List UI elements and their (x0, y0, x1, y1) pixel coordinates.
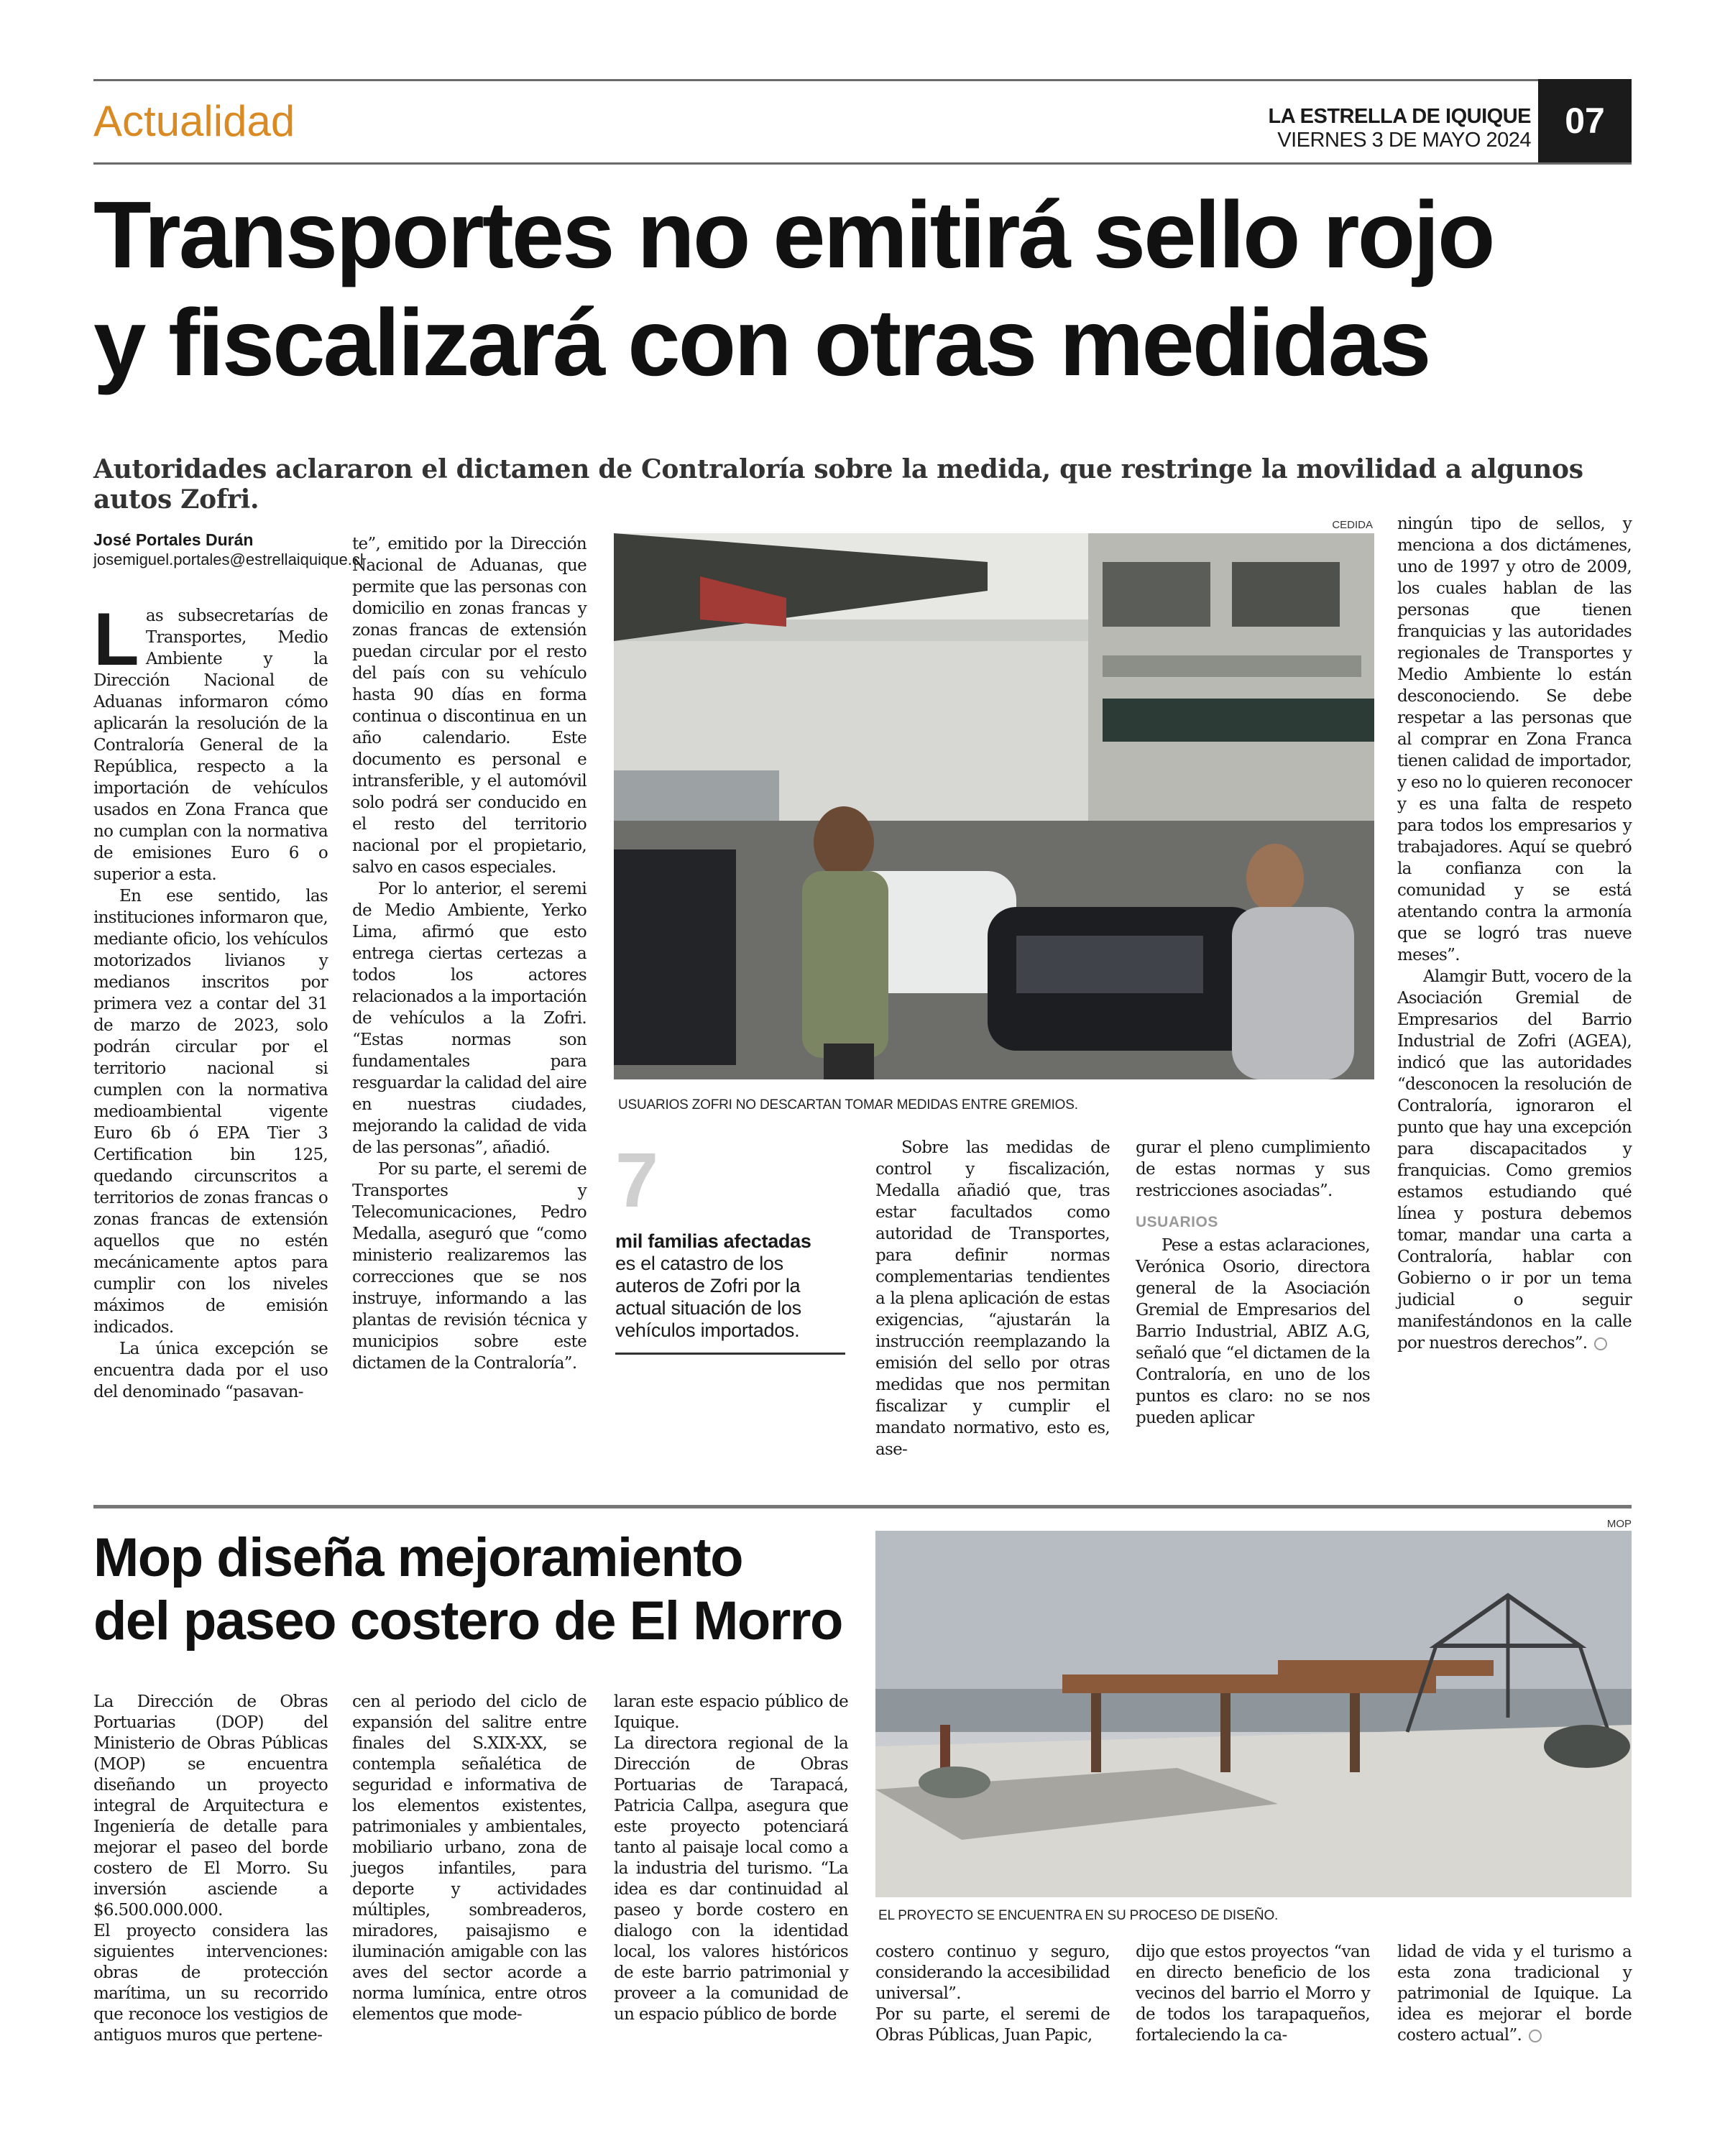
newspaper-name: LA ESTRELLA DE IQUIQUE (1268, 105, 1531, 128)
paragraph: Por lo anterior, el seremi de Medio Ambiente, Yerko Lima, afirmó que esto entrega ciertas certezas a todos los actores relacionados a la importación de vehículos a la Zofri. “Estas normas son fundamentales para resguardar la calidad del aire en nuestras ciudades, mejorando la calidad de vida de las personas”, añadió. (352, 880, 586, 1157)
paragraph: Sobre las medidas de control y fiscalización, Medalla añadió que, tras estar facultados como autoridad de Transportes, para definir normas complementarias tendientes a la plena aplicación de estas exigencias, “ajustarán la instrucción reemplazando la emisión del sello por otras medidas que nos permitan fiscalizar y cumplir el mandato normativo, esto es, ase- (875, 1138, 1110, 1459)
story1-photo (614, 533, 1374, 1079)
paragraph: Alamgir Butt, vocero de la Asociación Gremial de Empresarios del Barrio Industrial de Zofri (AGEA), indicó que las autoridades “desconocen la resolución de Contraloría, ignoraron el punto que hay una excepción para discapacitados y franquicias. Como gremios estamos estudiando qué línea y postura debemos tomar, mandar una carta a Contraloría, hablar con Gobierno o ir por un tema judicial o seguir manifestándonos en la calle por nuestros derechos”. (1397, 967, 1632, 1353)
story2-column-5 (1136, 1942, 1370, 2046)
paragraph: En ese sentido, las instituciones informaron que, mediante oficio, los vehículos motorizados livianos y medianos inscritos por primera vez a contar del 31 de marzo de 2023, solo podrán circular por el territorio nacional si cumplen con la normativa medioambiental vigente Euro 6b ó EPA Tier 3 Certification bin 125, quedando circunscritos a territorios de zonas francas o zonas francas de extensión aquellos que no estén mecánicamente aptos para cumplir con los niveles máximos de emisión indicados. (93, 887, 328, 1337)
story2-photo (875, 1531, 1632, 1897)
photo-caption: USUARIOS ZOFRI NO DESCARTAN TOMAR MEDIDAS ENTRE GREMIOS. (618, 1097, 1078, 1112)
dropcap: L (93, 598, 139, 681)
story2-headline-line-2: del paseo costero de El Morro (93, 1590, 842, 1651)
main-headline (93, 181, 1646, 397)
paragraph: gurar el pleno cumplimiento de estas normas y sus restricciones asociadas”. (1136, 1138, 1370, 1200)
paragraph: dijo que estos proyectos “van en directo beneficio de los vecinos del barrio el Morro y de todos los tarapaqueños, fortaleciendo la ca- (1136, 1943, 1370, 2045)
paragraph: laran este espacio público de Iquique. (614, 1692, 848, 1732)
rendering-el-morro-promenade (875, 1531, 1632, 1897)
story1-column-1 (93, 598, 328, 1403)
headline-line-1: Transportes no emitirá sello rojo (93, 182, 1494, 287)
paragraph: ningún tipo de sellos, y menciona a dos dictámenes, uno de 1997 y otro de 2009, los cuales hablan de las personas que tienen franquicias y las autoridades regionales de Transportes y Medio Ambiente lo están desconociendo. Se debe respetar a las personas que al comprar en Zona Franca tienen calidad de importador, y eso no lo quieren reconocer y es una falta de respeto para todos los empresarios y trabajadores. Aquí se quebró la confianza con la comunidad y se está atentando contra la armonía que se logró tras nueve meses”. (1397, 515, 1632, 964)
paragraph: Por su parte, el seremi de Transportes y Telecomunicaciones, Pedro Medalla, aseguró que “como ministerio realizaremos las correcciones que se nos instruye, informando a las plantas de revisión técnica y municipios sobre este dictamen de la Contraloría”. (352, 1160, 586, 1373)
stat-headline: mil familias afectadas (615, 1230, 811, 1252)
story2-column-6 (1397, 1942, 1632, 2046)
end-mark-icon (1594, 1337, 1607, 1350)
subhead-usuarios: USUARIOS (1136, 1214, 1218, 1230)
paragraph: La Dirección de Obras Portuarias (DOP) del Ministerio de Obras Públicas (MOP) se encuentra diseñando un proyecto integral de Arquitectura e Ingeniería de detalle para mejorar el paseo del borde costero de El Morro. Su inversión asciende a $6.500.000.000. (93, 1692, 328, 1920)
story2-headline-line-1: Mop diseña mejoramiento (93, 1527, 742, 1588)
paragraph: costero continuo y seguro, considerando la accesibilidad universal”. (875, 1943, 1110, 2003)
paragraph: La única excepción se encuentra dada por el uso del denominado “pasavan- (93, 1340, 328, 1401)
section-rule (93, 162, 1632, 165)
story2-headline (93, 1526, 855, 1653)
section-label: Actualidad (93, 97, 295, 145)
paragraph: te”, emitido por la Dirección Nacional de Aduanas, que permite que las personas con domicilio en zonas francas y zonas francas de extensión puedan circular por el resto del país con su vehículo hasta 90 días en forma continua o discontinua en un año calendario. Este documento es personal e intransferible, y el automóvil solo podrá ser conducido en el resto del territorio nacional por el propietario, salvo en casos especiales. (352, 535, 586, 877)
paragraph: cen al periodo del ciclo de expansión del salitre entre finales del S.XIX-XX, se contempla señalética de seguridad e informativa de los elementos existentes, patrimoniales y ambientales, mobiliario urbano, zona de juegos infantiles, para deporte y actividades múltiples, sombreaderos, miradores, paisajismo e iluminación amigable con las aves del sector acorde a norma lumínica, entre otros elementos que mode- (352, 1692, 586, 2024)
story2-column-2 (352, 1692, 586, 2025)
top-rule (93, 79, 1632, 81)
author-name: José Portales Durán (93, 530, 254, 549)
author-email[interactable]: josemiguel.portales@estrellaiquique.cl (93, 550, 364, 568)
story2-column-1 (93, 1692, 328, 2046)
paragraph: El proyecto considera las siguientes intervenciones: obras de protección marítima, un su recorrido que reconoce los vestigios de antiguos muros que pertene- (93, 1922, 328, 2045)
story1-column-2 (352, 533, 586, 1374)
story1-column-4 (875, 1137, 1110, 1460)
story1-column-5 (1136, 1137, 1370, 1429)
story2-photo-credit: MOP (1606, 1518, 1632, 1530)
story2-column-4 (875, 1942, 1110, 2046)
issue-date: VIERNES 3 DE MAYO 2024 (1277, 129, 1531, 152)
story2-photo-caption: EL PROYECTO SE ENCUENTRA EN SU PROCESO DE DISEÑO. (878, 1908, 1279, 1923)
paragraph: lidad de vida y el turismo a esta zona tradicional y patrimonial de Iquique. La idea es mejorar el borde costero actual”. (1397, 1943, 1632, 2045)
page-number: 07 (1538, 79, 1632, 162)
paragraph: La directora regional de la Dirección de Obras Portuarias de Tarapacá, Patricia Callpa, asegura que este proyecto potenciará tanto al paisaje local como a la industria del turismo. “La idea es dar continuidad al paseo y borde costero en dialogo con la identidad local, los valores históricos de este barrio patrimonial y proveer a la comunidad de un espacio público de borde (614, 1734, 848, 2024)
stat-text: es el catastro de los auteros de Zofri por la actual situación de los vehículos importados. (615, 1253, 801, 1341)
dek: Autoridades aclararon el dictamen de Contraloría sobre la medida, que restringe la movilidad a algunos autos Zofri. (93, 454, 1583, 515)
story1-column-6 (1397, 513, 1632, 1354)
story2-column-3 (614, 1692, 848, 2025)
headline-line-2: y fiscalizará con otras medidas (93, 290, 1430, 395)
paragraph: Por su parte, el seremi de Obras Públicas, Juan Papic, (875, 2005, 1110, 2045)
photo-credit: CEDIDA (1332, 519, 1373, 531)
paragraph: Las subsecretarías de Transportes, Medio Ambiente y la Dirección Nacional de Aduanas informaron cómo aplicarán la resolución de la Contraloría General de la República, respecto a la importación de vehículos usados en Zona Franca que no cumplan con la normativa de emisiones Euro 6 o superior a esta. (93, 598, 328, 884)
photo-zofri-users (614, 533, 1374, 1079)
stat-rule (615, 1353, 845, 1355)
byline (93, 530, 364, 569)
end-mark-icon (1529, 2030, 1542, 2042)
masthead (1269, 105, 1531, 152)
stat-number: 7 (615, 1136, 659, 1223)
paragraph: Pese a estas aclaraciones, Verónica Osorio, directora general de la Asociación Gremial de Empresarios del Barrio Industrial, ABIZ A.G, señaló que “el dictamen de la Contraloría, en uno de los puntos es claro: no se nos pueden aplicar (1136, 1236, 1370, 1427)
story2-rule (93, 1505, 1632, 1508)
stat-box (615, 1230, 845, 1342)
